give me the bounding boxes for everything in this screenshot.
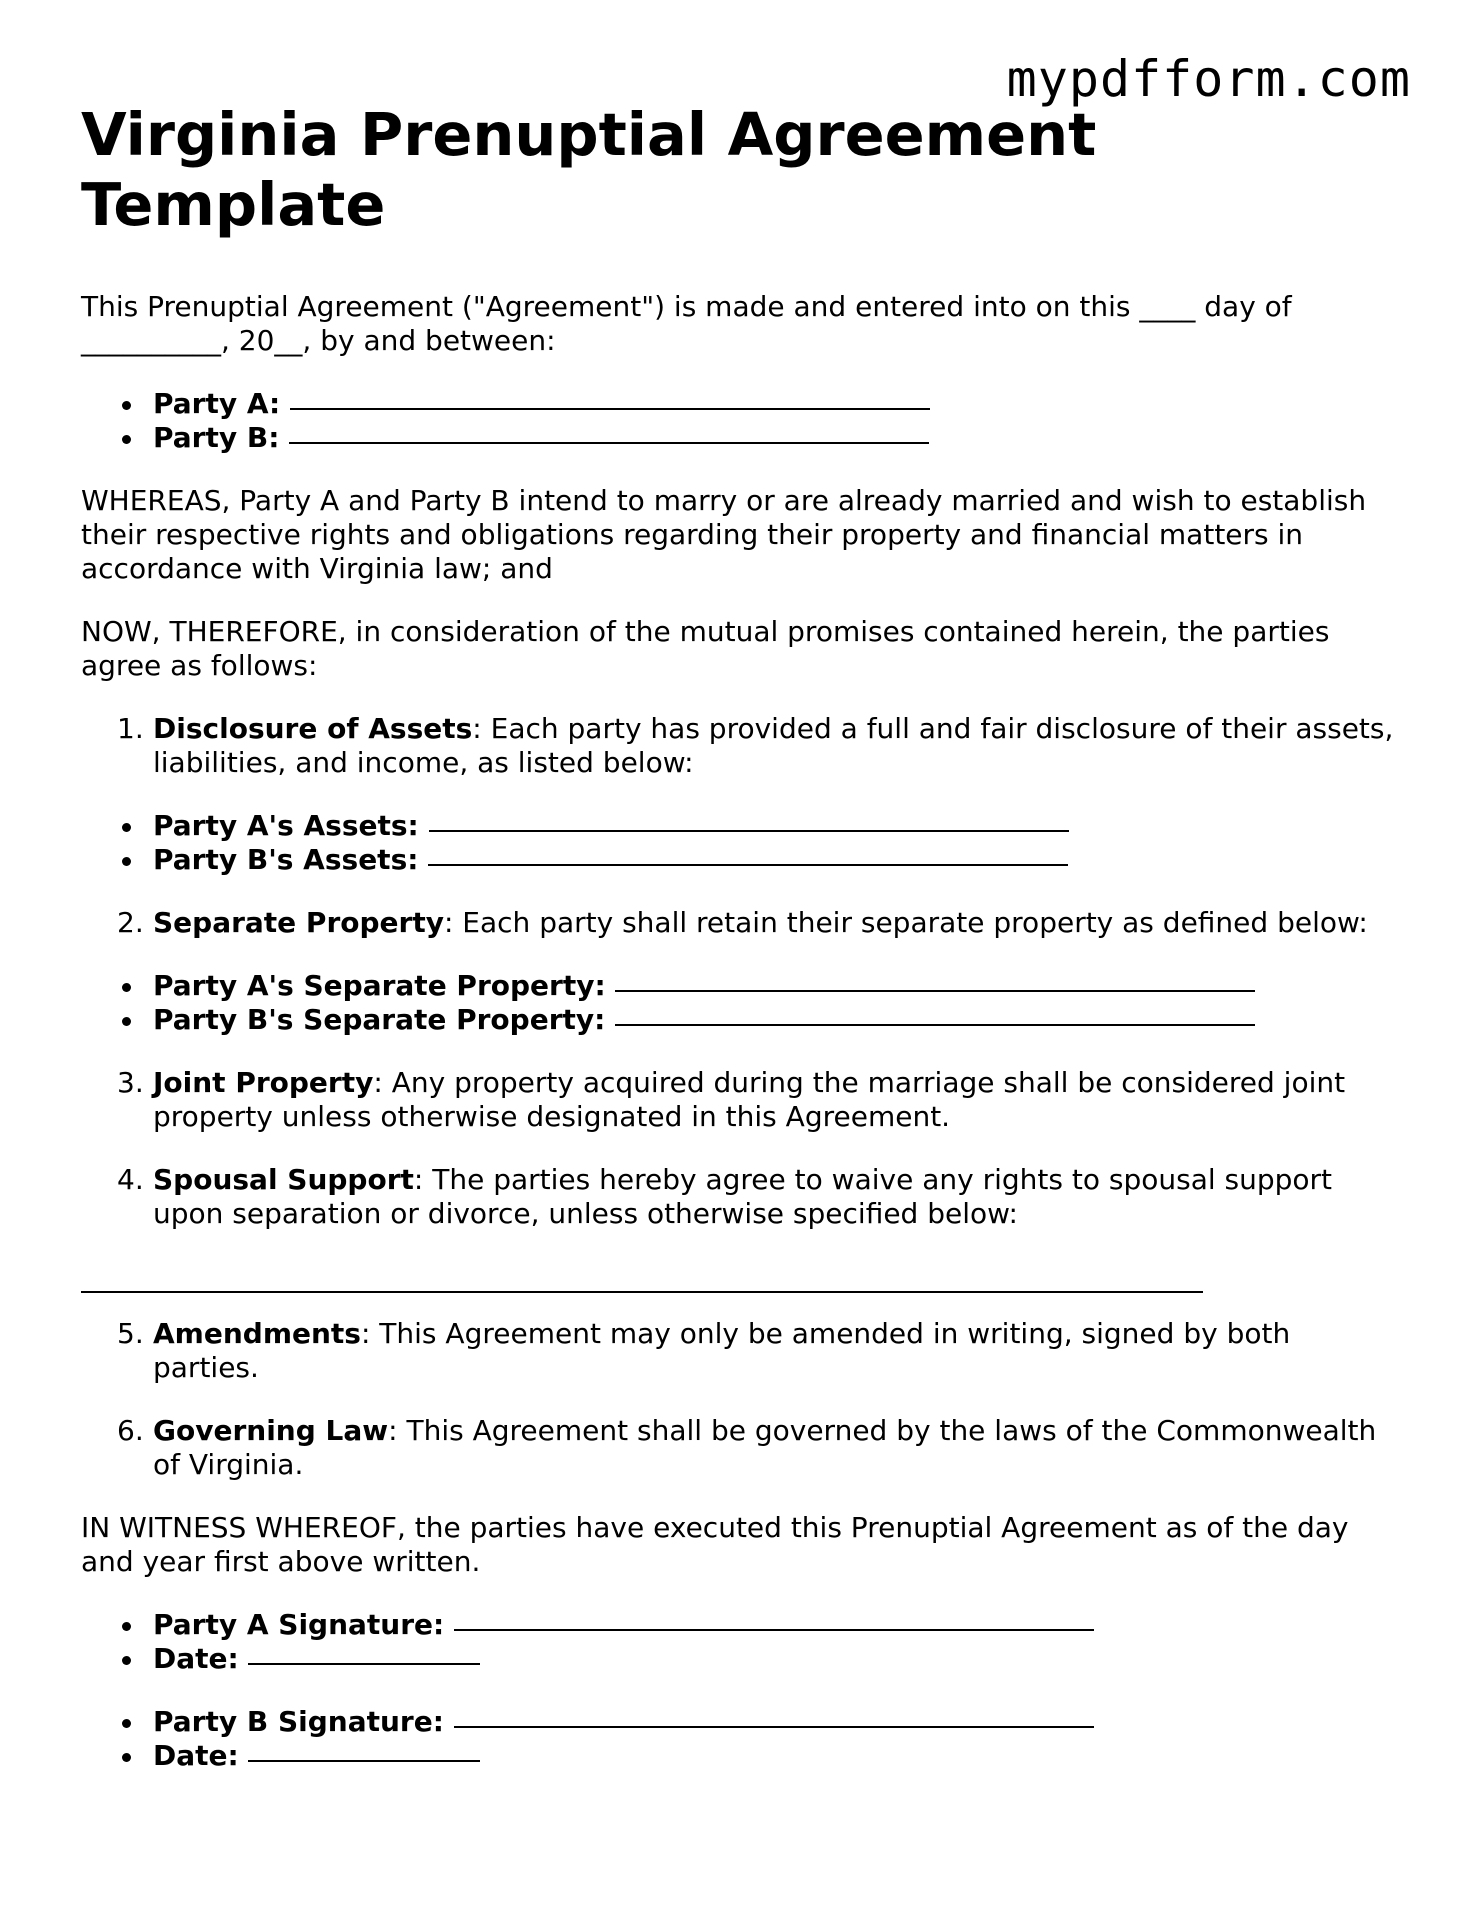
page-title: Virginia Prenuptial Agreement Template: [81, 100, 1097, 239]
list-item: Party B:: [81, 421, 1401, 455]
clause-6: [81, 1414, 1401, 1482]
list-item: Party A:: [81, 387, 1401, 421]
party-a-name-field[interactable]: [290, 408, 930, 410]
clause-5: [81, 1317, 1401, 1385]
list-item: 6. Governing Law: This Agreement shall be governed by the laws of the Commonwealth of Virginia.: [117, 1414, 1377, 1481]
party-b-assets-field[interactable]: [428, 864, 1068, 866]
now-therefore-paragraph: NOW, THEREFORE, in consideration of the mutual promises contained herein, the parties agree as follows:: [81, 615, 1330, 682]
parties-list: [81, 387, 1401, 455]
list-item: Party A Signature:: [81, 1608, 1401, 1642]
list-item: 3. Joint Property: Any property acquired during the marriage shall be considered joint property unless otherwise designated in this Agreement.: [117, 1066, 1346, 1133]
party-b-signature-field[interactable]: [454, 1726, 1094, 1728]
party-a-date-field[interactable]: [248, 1663, 480, 1665]
list-item: 2. Separate Property: Each party shall retain their separate property as defined below:: [117, 906, 1368, 939]
list-item: Party B's Assets:: [81, 843, 1401, 877]
list-item: Date:: [81, 1739, 1401, 1773]
document-page: [81, 100, 1401, 1773]
assets-list: [81, 809, 1401, 877]
signature-b-list: [81, 1705, 1401, 1773]
whereas-paragraph: WHEREAS, Party A and Party B intend to marry or are already married and wish to establish their respective rights and obligations regarding their property and financial matters in accordance with Virginia law; and: [81, 484, 1367, 585]
clause-3: [81, 1066, 1401, 1134]
signature-a-list: [81, 1608, 1401, 1676]
intro-paragraph: This Prenuptial Agreement ("Agreement") is made and entered into on this ____ day of __________, 20__, by and between:: [81, 290, 1292, 357]
party-b-separate-property-field[interactable]: [615, 1024, 1255, 1026]
party-a-separate-property-field[interactable]: [615, 990, 1255, 992]
clause-4: [81, 1163, 1401, 1231]
list-item: Party B's Separate Property:: [81, 1003, 1401, 1037]
clause-1: [81, 712, 1401, 780]
witness-paragraph: IN WITNESS WHEREOF, the parties have executed this Prenuptial Agreement as of the day and year first above written.: [81, 1511, 1349, 1578]
list-item: 1. Disclosure of Assets: Each party has provided a full and fair disclosure of their assets, liabilities, and income, as listed below:: [117, 712, 1394, 779]
party-a-signature-field[interactable]: [454, 1629, 1094, 1631]
clause-2: [81, 906, 1401, 940]
list-item: 5. Amendments: This Agreement may only be amended in writing, signed by both parties.: [117, 1317, 1291, 1384]
separate-property-list: [81, 969, 1401, 1037]
list-item: Party A's Assets:: [81, 809, 1401, 843]
watermark-text: mypdfform.com: [1006, 50, 1411, 108]
party-b-name-field[interactable]: [289, 442, 929, 444]
party-b-date-field[interactable]: [248, 1760, 480, 1762]
list-item: Party B Signature:: [81, 1705, 1401, 1739]
list-item: Date:: [81, 1642, 1401, 1676]
list-item: 4. Spousal Support: The parties hereby agree to waive any rights to spousal support upon separation or divorce, unless otherwise specified below:: [117, 1163, 1333, 1230]
list-item: Party A's Separate Property:: [81, 969, 1401, 1003]
party-a-assets-field[interactable]: [429, 830, 1069, 832]
